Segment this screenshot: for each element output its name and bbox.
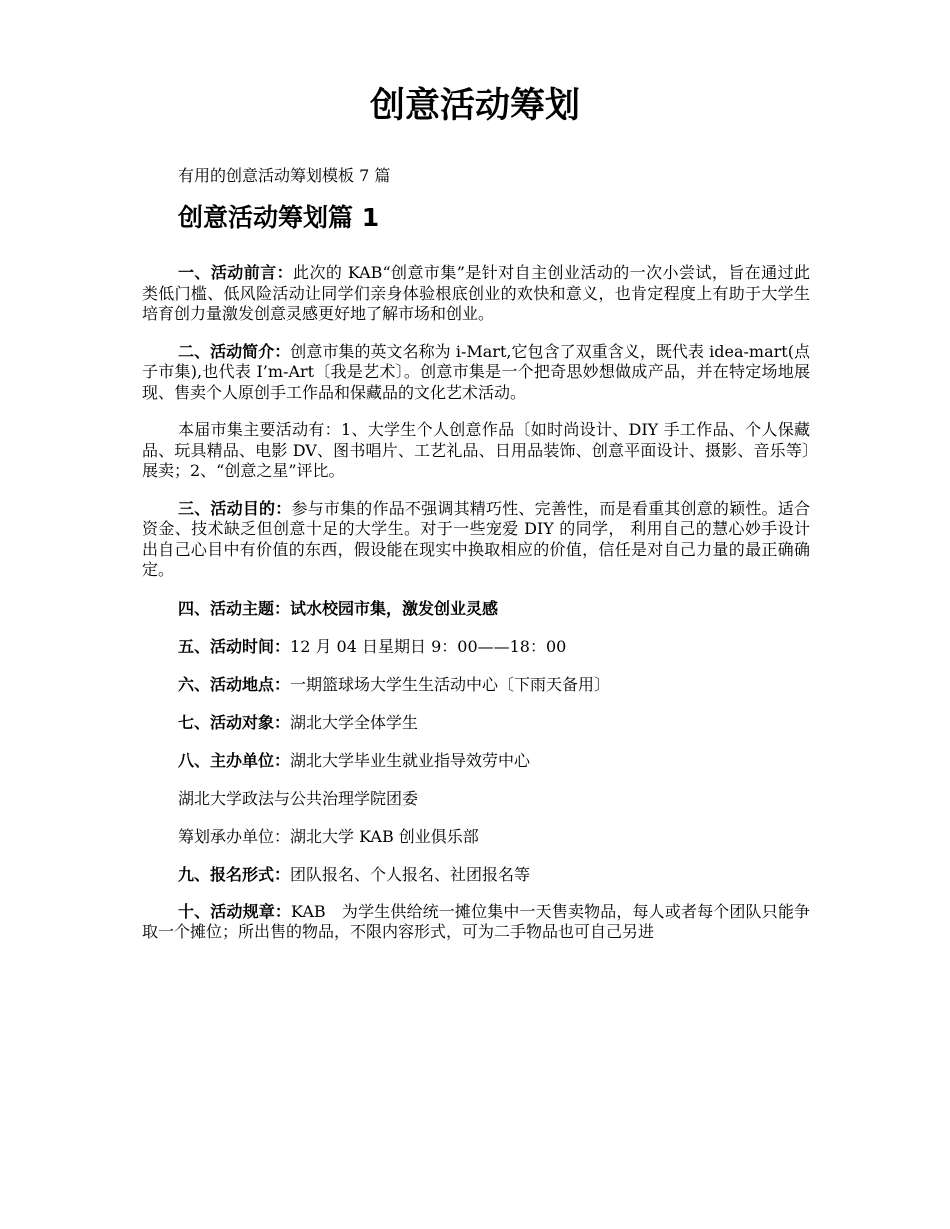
paragraph-text: 湖北大学全体学生 [290, 712, 419, 732]
paragraph-label: 五、活动时间： [178, 636, 291, 656]
paragraph-label: 七、活动对象： [178, 712, 291, 732]
paragraph-label: 一、活动前言： [178, 263, 294, 282]
document-subtitle: 有用的创意活动筹划模板 7 篇 [178, 166, 391, 185]
paragraph-label: 九、报名形式： [178, 864, 291, 884]
paragraph-label: 六、活动地点： [178, 674, 291, 694]
paragraph-label: 二、活动简介： [178, 341, 291, 361]
paragraph-purpose [142, 499, 810, 581]
paragraph-text: KAB 为学生供给统一摊位集中一天售卖物品，每人或者每个团队只能争取一个摊位；所出售的物品，不限内容形式，可为二手物品也可自己另进 [142, 901, 810, 941]
paragraph-audience [142, 712, 810, 733]
paragraph-text: 筹划承办单位：湖北大学 KAB 创业俱乐部 [178, 826, 479, 846]
paragraph-label: 三、活动目的： [178, 498, 292, 518]
paragraph-introduction [142, 342, 810, 404]
paragraph-location [142, 674, 810, 695]
paragraph-text: 团队报名、个人报名、社团报名等 [290, 864, 531, 884]
document-body [142, 263, 810, 960]
paragraph-text: 创意市集的英文名称为 i-Mart,它包含了双重含义，既代表 idea-mart(点子市集),也代表 I’m-Art〔我是艺术〕。创意市集是一个把奇思妙想做成产品，并在特定场地展现、售卖个人原创手工作品和保藏品的文化艺术活动。 [142, 341, 810, 402]
paragraph-text: 一期篮球场大学生生活动中心〔下雨天备用〕 [290, 674, 611, 694]
paragraph-text: 12 月 04 日星期日 9：00——18：00 [290, 636, 567, 656]
document-title: 创意活动筹划 [369, 86, 580, 126]
paragraph-text: 湖北大学政法与公共治理学院团委 [178, 788, 419, 808]
paragraph-main-activities [142, 420, 810, 482]
paragraph-text: 参与市集的作品不强调其精巧性、完善性，而是看重其创意的颖性。适合资金、技术缺乏但创意十足的大学生。对于一些宠爱 DIY 的同学， 利用自己的慧心妙手设计出自己心目中有价值的东西，假设能在现实中换取相应的价值，信任是对自己力量的最正确确定。 [142, 498, 810, 579]
paragraph-rules [142, 902, 810, 943]
paragraph-label: 十、活动规章： [178, 901, 292, 921]
section-heading: 创意活动筹划篇 1 [178, 203, 380, 232]
paragraph-preface [142, 263, 810, 325]
paragraph-time [142, 636, 810, 657]
paragraph-label: 八、主办单位： [178, 750, 291, 770]
paragraph-text: 本届市集主要活动有：1、大学生个人创意作品〔如时尚设计、DIY 手工作品、个人保藏品、玩具精品、电影 DV、图书唱片、工艺礼品、日用品装饰、创意平面设计、摄影、音乐等〕展卖；2、“创意之星”评比。 [142, 420, 810, 480]
paragraph-label: 四、活动主题：试水校园市集，激发创业灵感 [178, 598, 499, 618]
paragraph-registration [142, 864, 810, 885]
paragraph-theme [142, 598, 810, 619]
paragraph-text: 湖北大学毕业生就业指导效劳中心 [290, 750, 531, 770]
paragraph-co-organizer [142, 788, 810, 809]
paragraph-undertaker [142, 826, 810, 847]
paragraph-text: 此次的 KAB“创意市集”是针对自主创业活动的一次小尝试，旨在通过此类低门槛、低风险活动让同学们亲身体验根底创业的欢快和意义，也肯定程度上有助于大学生培育创力量激发创意灵感更好地了解市场和创业。 [142, 263, 810, 323]
paragraph-organizer [142, 750, 810, 771]
